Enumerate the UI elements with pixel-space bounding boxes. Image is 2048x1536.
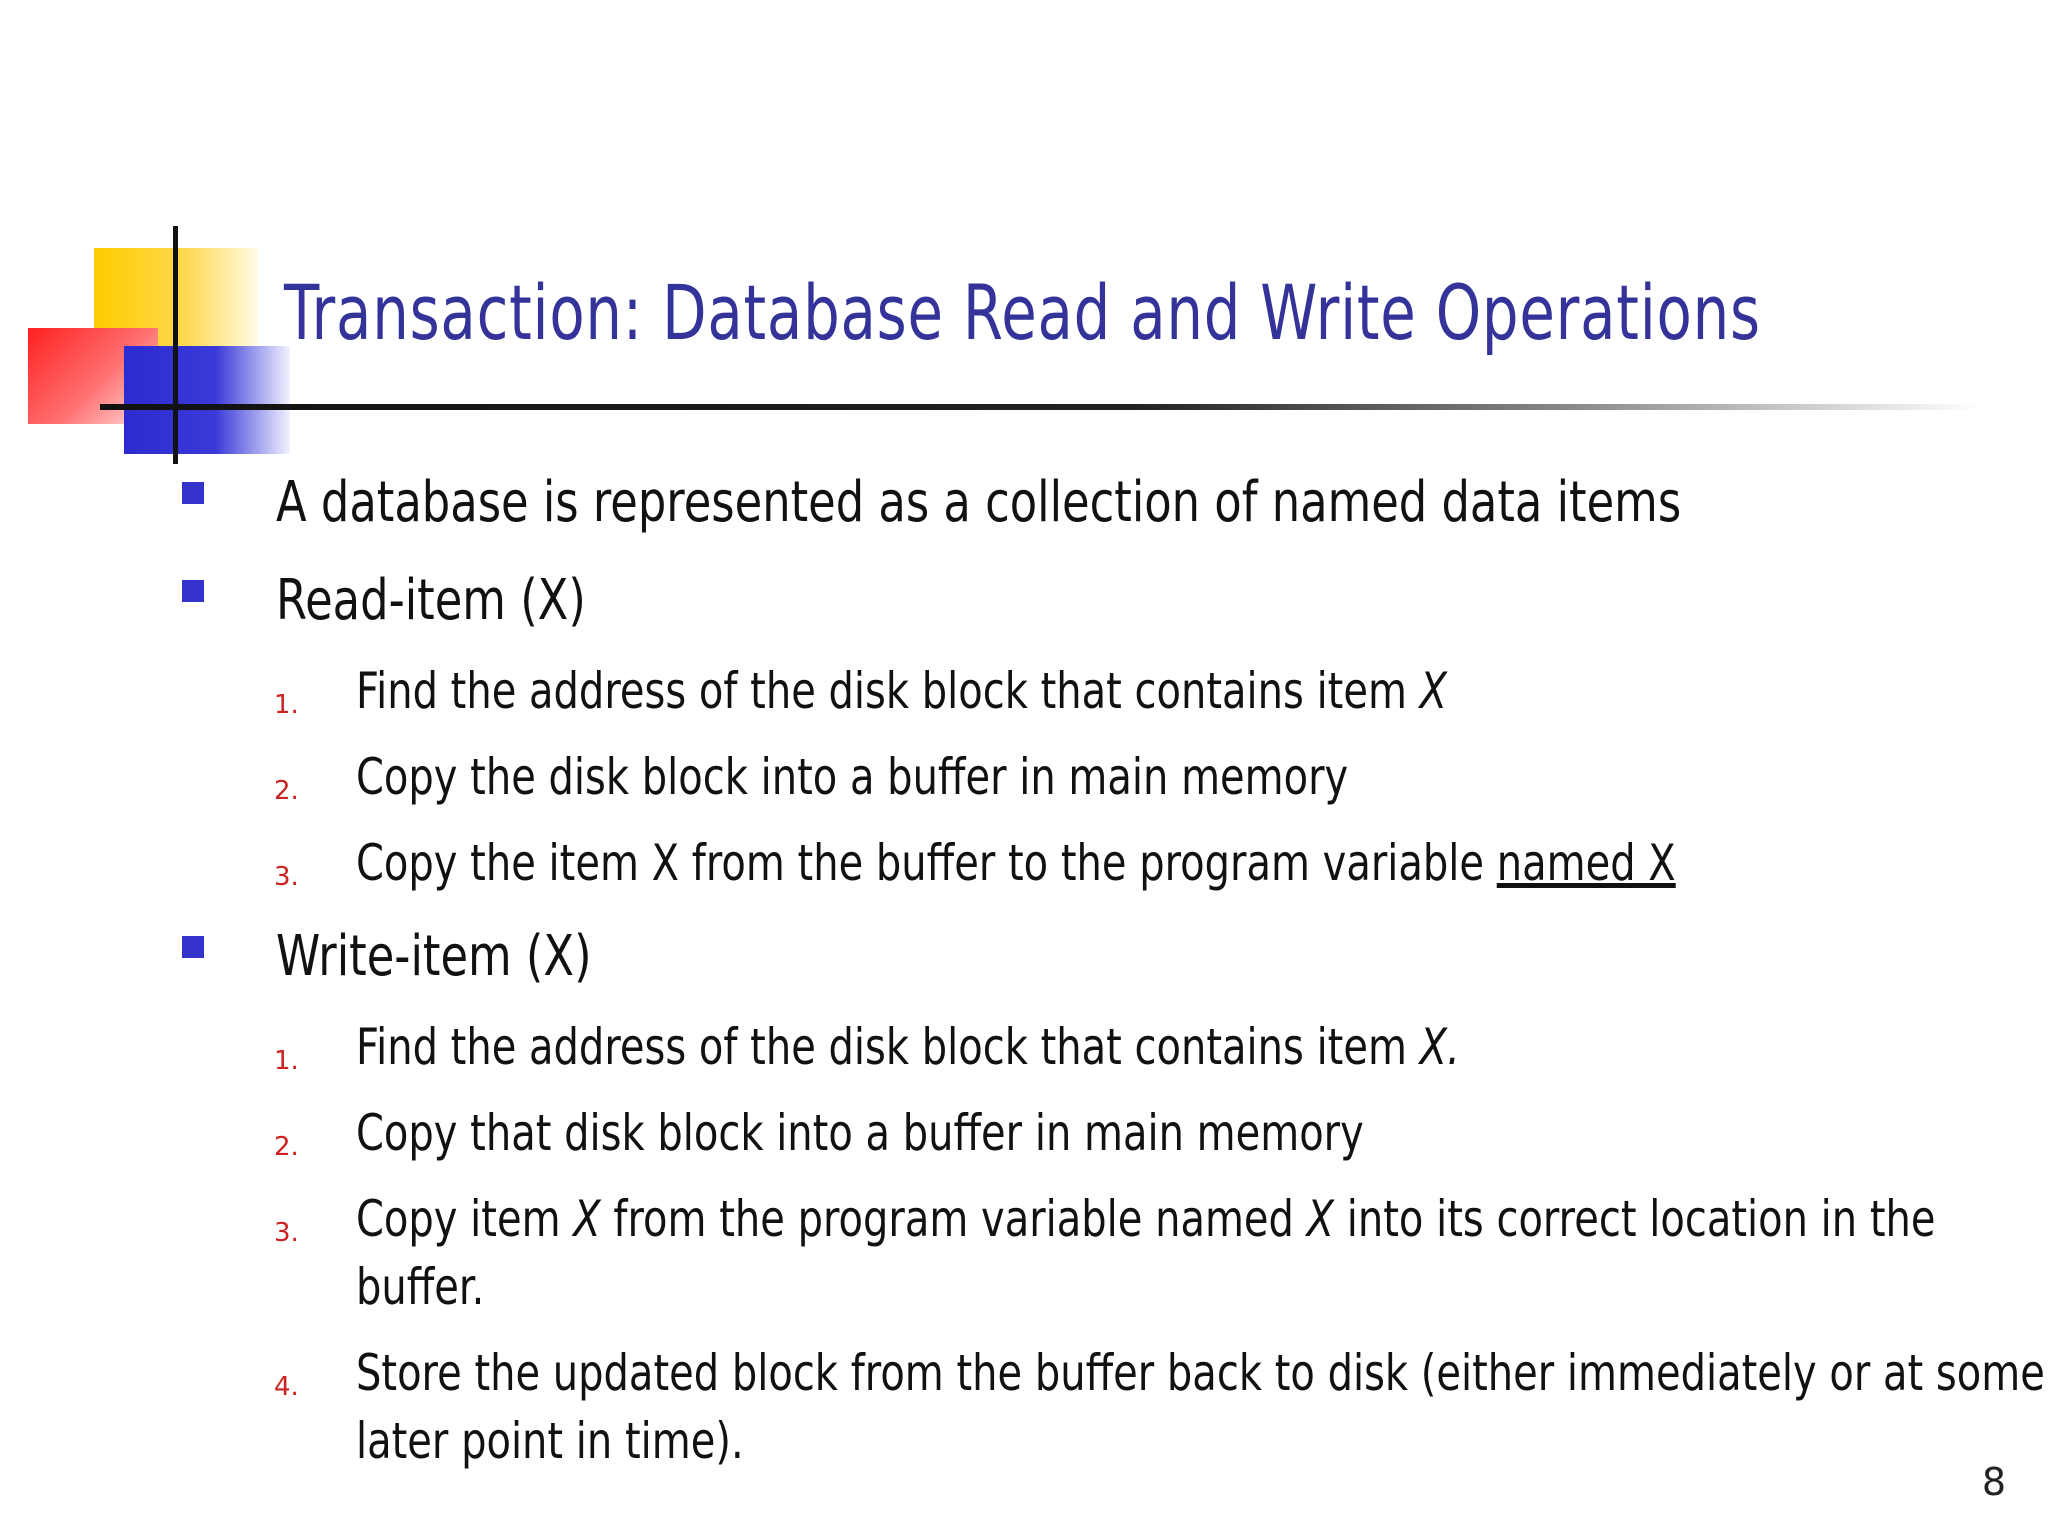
read-item-heading: Read-item (X) <box>276 568 586 633</box>
write-step-4-line-2: later point in time). <box>356 1412 744 1470</box>
bullet-square-icon <box>182 580 204 602</box>
write-step-3-var-1: X <box>573 1190 601 1248</box>
intro-text: A database is represented as a collection of named data items <box>276 470 1682 535</box>
write-step-3-var-2: X <box>1306 1190 1335 1248</box>
write-step-1 <box>356 1018 1460 1076</box>
read-step-number: 1. <box>274 690 299 720</box>
bullet-square-icon <box>182 936 204 958</box>
read-step-1-text: Find the address of the disk block that contains item <box>356 662 1420 720</box>
write-step-3-part-3: into its correct location in the <box>1334 1190 1936 1248</box>
read-step-1 <box>356 662 1447 720</box>
write-step-number: 1. <box>274 1046 299 1076</box>
write-step-3-part-1: Copy item <box>356 1190 574 1248</box>
write-step-number: 4. <box>274 1372 299 1402</box>
page-number: 8 <box>1981 1460 2006 1504</box>
read-step-number: 2. <box>274 776 299 806</box>
write-item-heading: Write-item (X) <box>276 924 592 989</box>
write-step-1-var: X. <box>1419 1018 1460 1076</box>
slide-title: Transaction: Database Read and Write Operations <box>284 268 1761 357</box>
write-step-3-part-2: from the program variable named <box>600 1190 1307 1248</box>
title-underline-rule <box>100 404 1980 410</box>
vertical-rule <box>173 226 178 464</box>
write-step-3-line-2: buffer. <box>356 1258 485 1316</box>
read-step-3-underlined: named X <box>1496 834 1676 892</box>
read-step-1-var: X <box>1419 662 1448 720</box>
write-step-1-text: Find the address of the disk block that contains item <box>356 1018 1420 1076</box>
read-step-3-text: Copy the item X from the buffer to the program variable <box>356 834 1497 892</box>
read-step-3 <box>356 834 1676 892</box>
write-step-3-line-1 <box>356 1190 1936 1248</box>
read-step-2: Copy the disk block into a buffer in main memory <box>356 748 1349 806</box>
write-step-4-line-1: Store the updated block from the buffer back to disk (either immediately or at some <box>356 1344 2045 1402</box>
write-step-number: 2. <box>274 1132 299 1162</box>
read-step-number: 3. <box>274 862 299 892</box>
bullet-square-icon <box>182 482 204 504</box>
write-step-number: 3. <box>274 1218 299 1248</box>
write-step-2: Copy that disk block into a buffer in main memory <box>356 1104 1364 1162</box>
blue-square <box>124 346 290 454</box>
